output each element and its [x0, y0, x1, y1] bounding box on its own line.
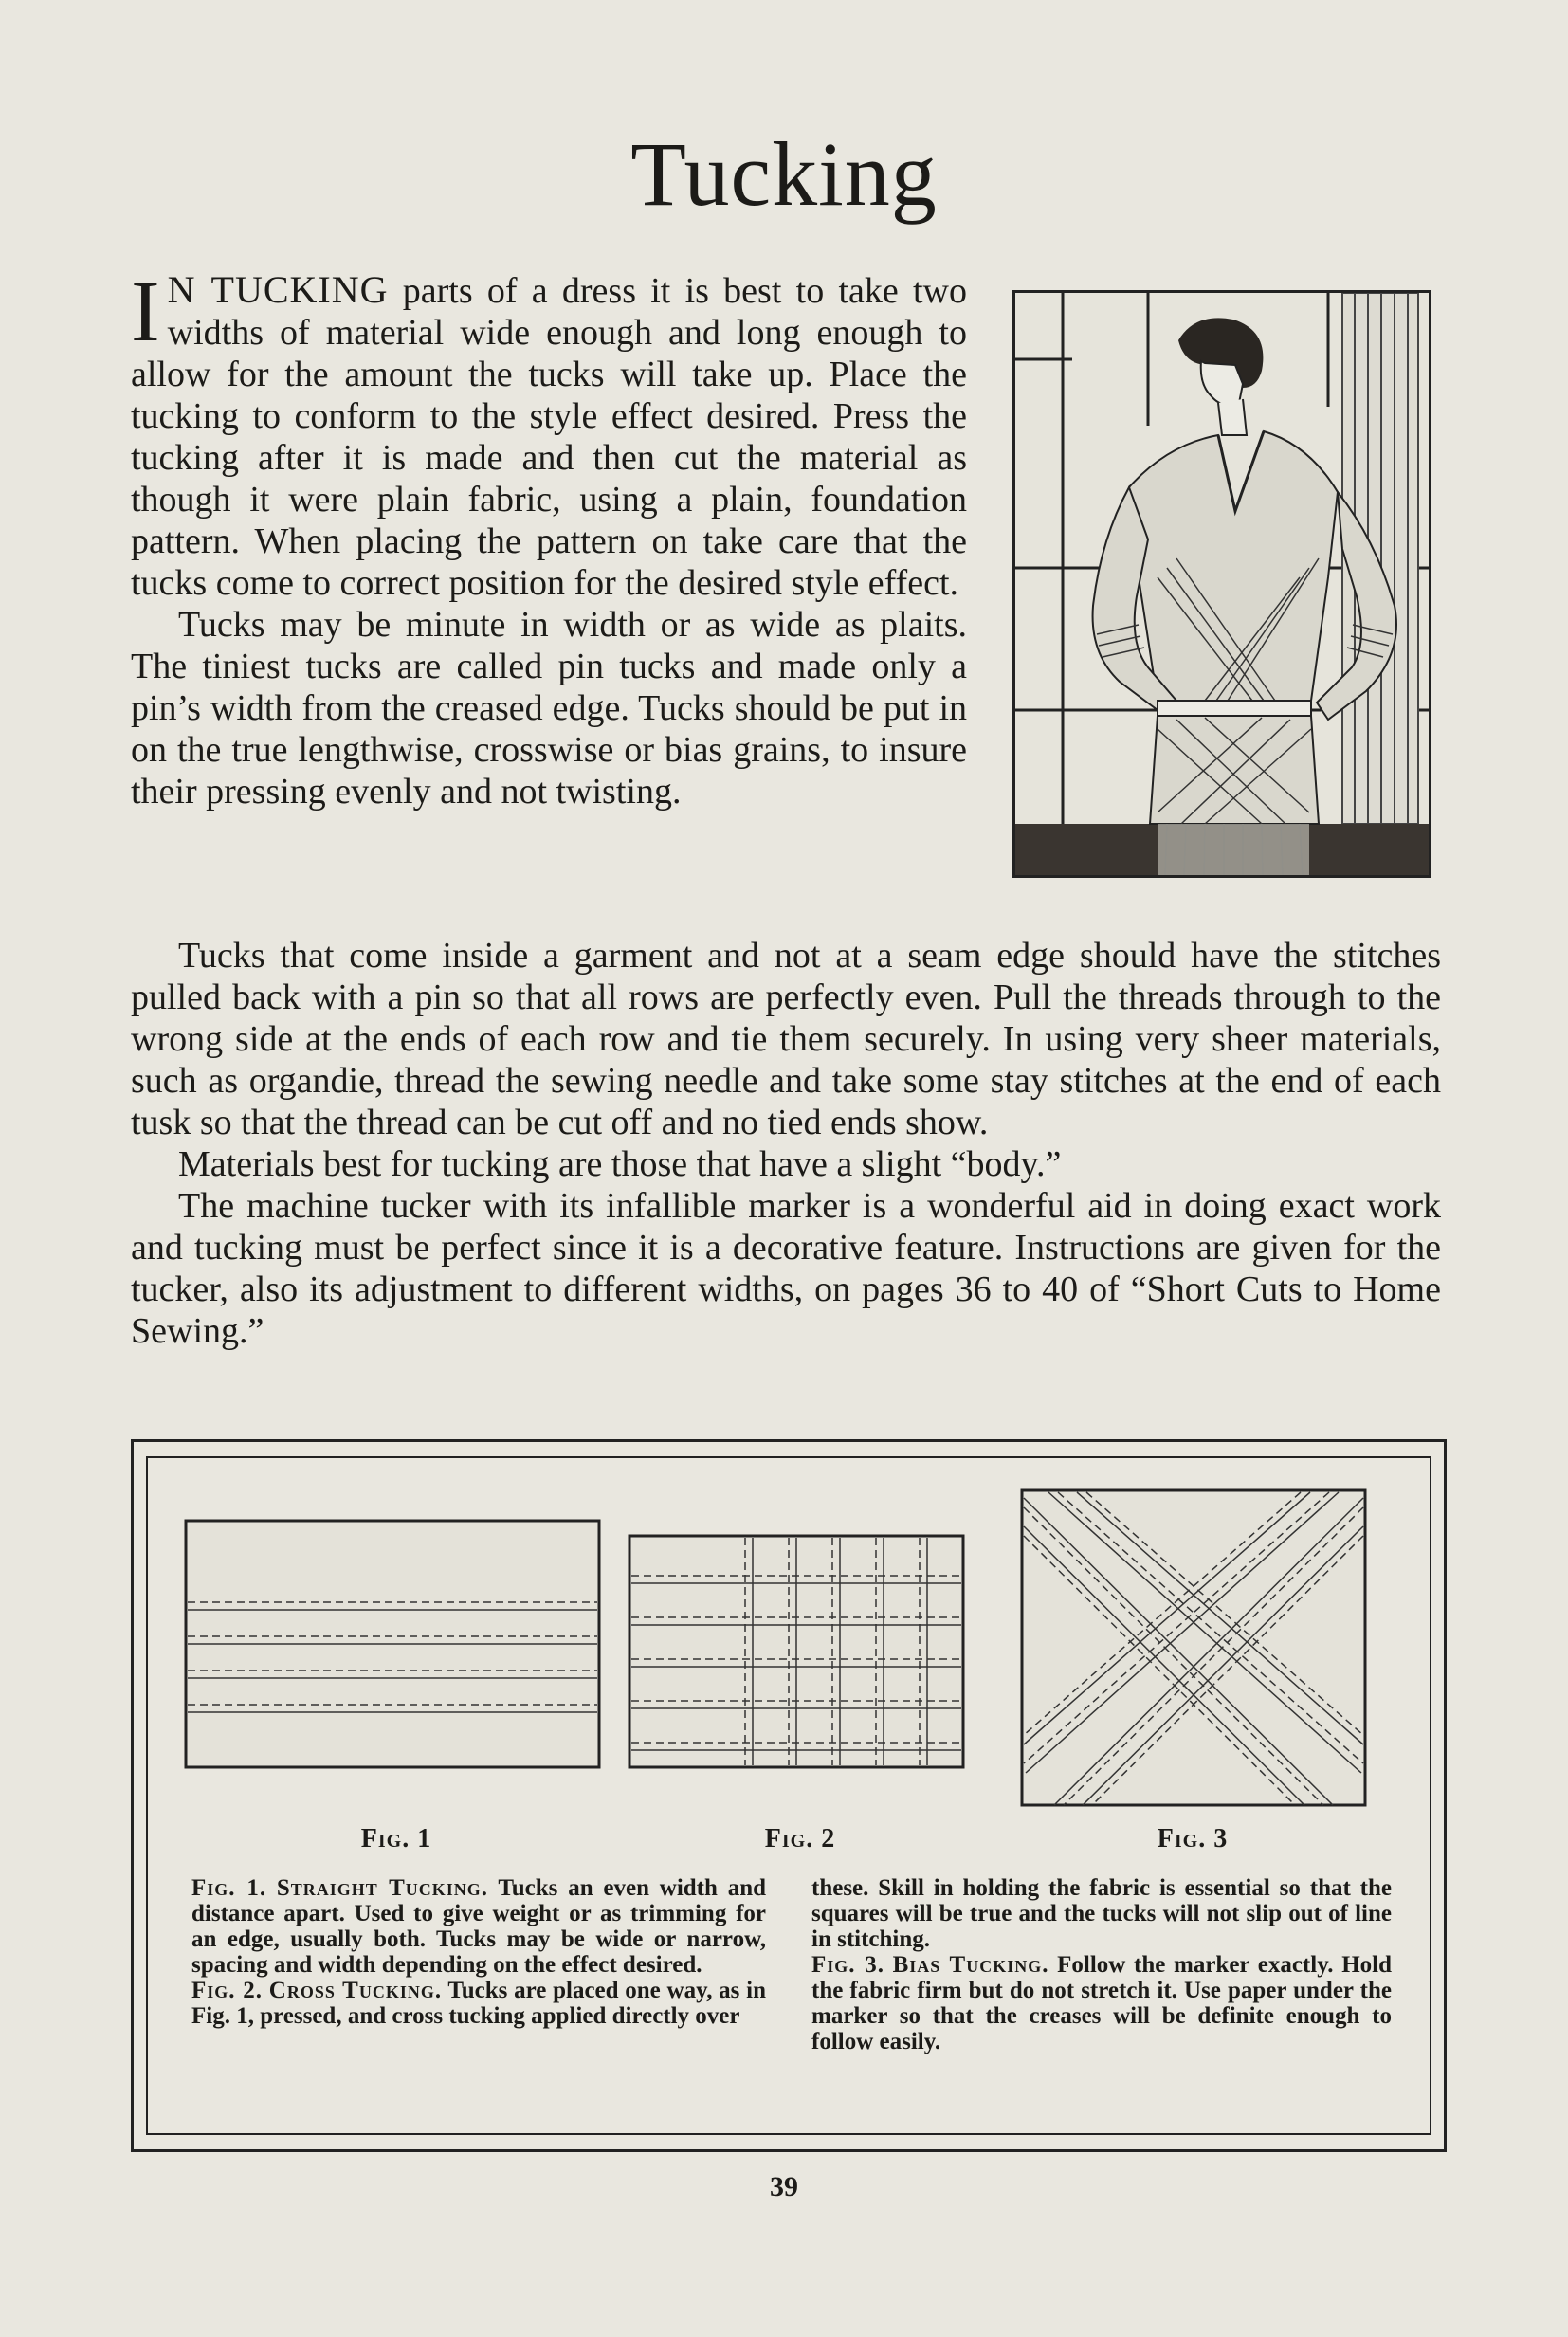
fig-3-label: Fig. 3: [1157, 1824, 1229, 1853]
intro-text: [131, 263, 967, 812]
body-text: [131, 935, 1441, 1352]
page-number: 39: [770, 2171, 798, 2202]
caption-left-column: [191, 1875, 766, 2029]
fig-1-label: Fig. 1: [360, 1824, 432, 1853]
caption-fig-3: Fig. 3. Bias Tucking. Follow the marker exactly. Hold the fabric firm but do not stretch it. Use paper under the marker so that the creases will be definite enough to follow easily.: [811, 1952, 1393, 2054]
fashion-illustration: [1012, 290, 1431, 878]
lead-in: N TUCKING: [167, 268, 389, 311]
woman-in-tucked-dress-image: [1015, 293, 1429, 875]
fig-2-label: Fig. 2: [764, 1824, 836, 1853]
intro-paragraph-2: Tucks may be minute in width or as wide as plaits. The tiniest tucks are called pin tucks and made only a pin’s width from the creased edge. Tucks should be put in on the true lengthwise, crosswise or bias grains, to insure their pressing evenly and not twisting.: [131, 605, 967, 812]
intro-paragraph-1: [131, 263, 967, 604]
cross-tucking-diagram: [628, 1534, 965, 1769]
page-title: Tucking: [630, 123, 938, 225]
drop-cap: I: [131, 263, 160, 359]
paragraph-4: Materials best for tucking are those that have a slight “body.”: [178, 1144, 1062, 1184]
caption-fig-1: Fig. 1. Straight Tucking. Tucks an even width and distance apart. Used to give weight or as trimming for an edge, usually both. Tucks may be wide or narrow, spacing and width depending on the effect desired.: [191, 1875, 766, 1978]
caption-right-column: [811, 1875, 1392, 2054]
paragraph-5: The machine tucker with its infallible marker is a wonderful aid in doing exact work and tucking must be perfect since it is a decorative feature. Instructions are given for the tucker, also its adjustment to different widths, on pages 36 to 40 of “Short Cuts to Home Sewing.”: [131, 1186, 1441, 1351]
paragraph-3: Tucks that come inside a garment and not at a seam edge should have the stitches pulled back with a pin so that all rows are perfectly even. Pull the threads through to the wrong side at the ends of each row and tie them securely. In using very sheer materials, such as organdie, thread the sewing needle and take some stay stitches at the end of each tusk so that the thread can be cut off and no tied ends show.: [131, 936, 1441, 1142]
caption-fig-2: Fig. 2. Cross Tucking. Tucks are placed one way, as in Fig. 1, pressed, and cross tucking applied directly over: [191, 1978, 767, 2029]
intro-p1-text: parts of a dress it is best to take two widths of material wide enough and long enough to allow for the amount the tucks will take up. Place the tucking to conform to the style effect desired. Press the tucking after it is made and then cut the material as though it were plain fabric, using a plain, foundation pattern. When placing the pattern on take care that the tucks come to correct position for the desired style effect.: [131, 271, 967, 603]
straight-tucking-diagram: [184, 1519, 601, 1769]
bias-tucking-diagram: [1020, 1488, 1367, 1807]
caption-fig-2-continued: these. Skill in holding the fabric is essential so that the squares will be true and the tucks will not slip out of line in stitching.: [811, 1875, 1392, 1952]
